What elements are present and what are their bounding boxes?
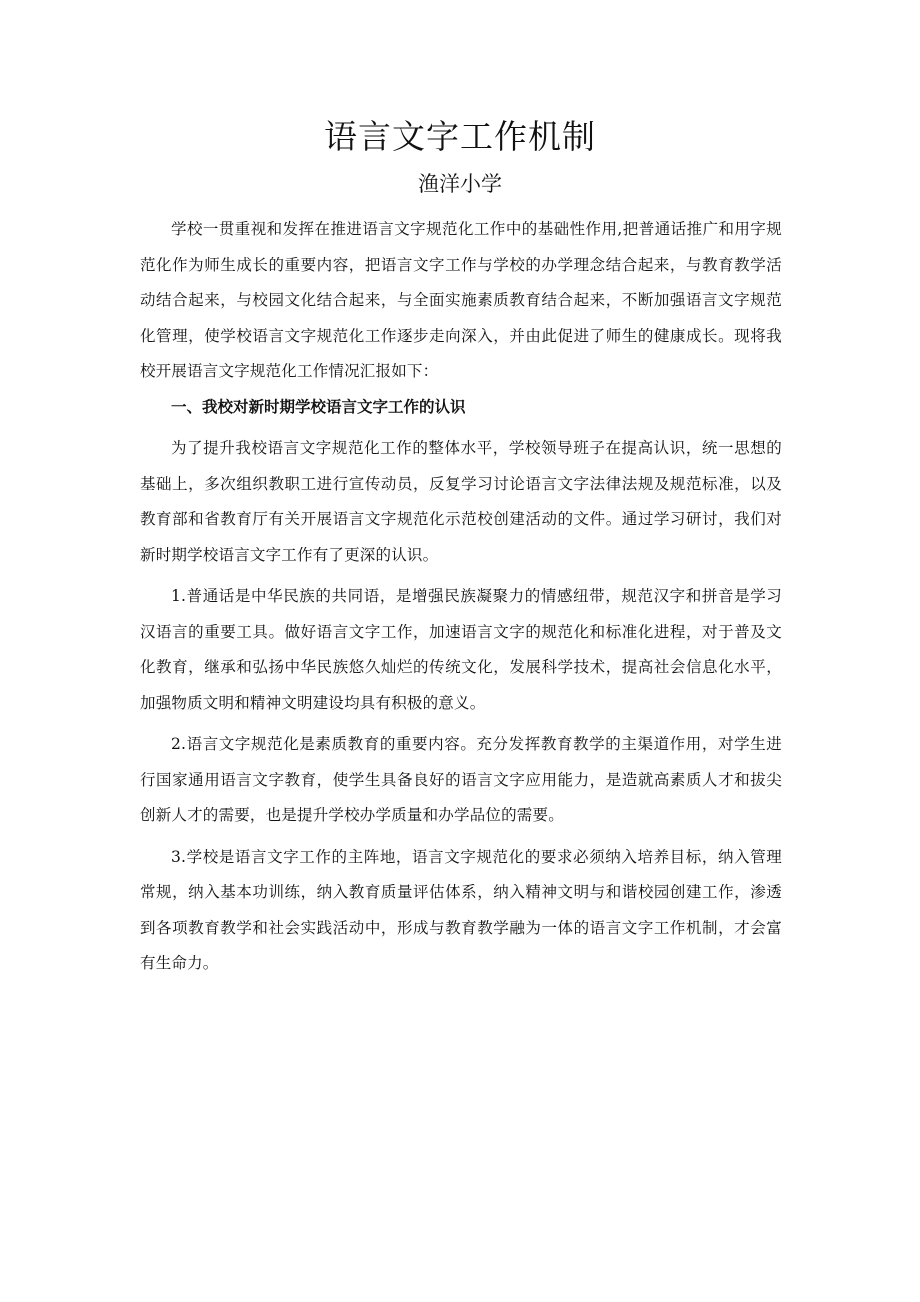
intro-paragraph: 学校一贯重视和发挥在推进语言文字规范化工作中的基础性作用,把普通话推广和用字规范化作为师生成长的重要内容，把语言文字工作与学校的办学理念结合起来，与教育教学活动结合起来，与校园文化结合起来，与全面实施素质教育结合起来，不断加强语言文字规范化管理，使学校语言文字规范化工作逐步走向深入，并由此促进了师生的健康成长。现将我校开展语言文字规范化工作情况汇报如下：	[140, 220, 782, 380]
point-3-paragraph: 3.学校是语言文字工作的主阵地，语言文字规范化的要求必须纳入培养目标，纳入管理常规，纳入基本功训练，纳入教育质量评估体系，纳入精神文明与和谐校园创建工作，渗透到各项教育教学和社会实践活动中，形成与教育教学融为一体的语言文字工作机制，才会富有生命力。	[140, 847, 782, 972]
point-1-paragraph: 1.普通话是中华民族的共同语，是增强民族凝聚力的情感纽带，规范汉字和拼音是学习汉语言的重要工具。做好语言文字工作，加速语言文字的规范化和标准化进程，对于普及文化教育，继承和弘扬中华民族悠久灿烂的传统文化，发展科学技术，提高社会信息化水平，加强物质文明和精神文明建设均具有积极的意义。	[140, 587, 782, 712]
section-1-paragraph: 为了提升我校语言文字规范化工作的整体水平，学校领导班子在提高认识，统一思想的基础上，多次组织教职工进行宣传动员，反复学习讨论语言文字法律法规及规范标准，以及教育部和省教育厅有关开展语言文字规范化示范校创建活动的文件。通过学习研讨，我们对新时期学校语言文字工作有了更深的认识。	[140, 439, 782, 564]
section-heading-1: 一、我校对新时期学校语言文字工作的认识	[171, 397, 466, 416]
document-body	[140, 212, 782, 982]
document-title: 语言文字工作机制	[324, 117, 596, 156]
school-name: 渔洋小学	[418, 172, 502, 196]
point-2-paragraph: 2.语言文字规范化是素质教育的重要内容。充分发挥教育教学的主渠道作用，对学生进行国家通用语言文字教育，使学生具备良好的语言文字应用能力，是造就高素质人才和拔尖创新人才的需要，也是提升学校办学质量和办学品位的需要。	[140, 735, 782, 824]
